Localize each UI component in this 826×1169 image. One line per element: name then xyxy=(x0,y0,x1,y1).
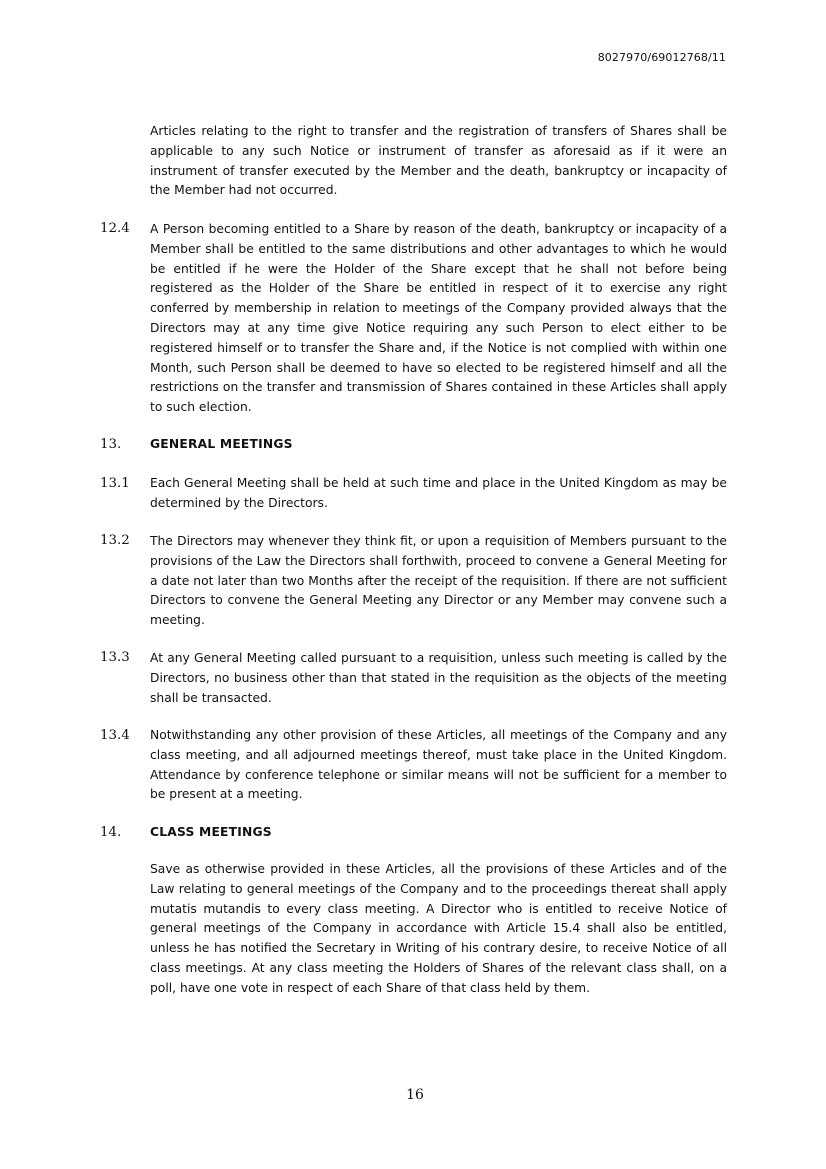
clause-number-12-4: 12.4 xyxy=(100,221,130,236)
clause-number-13-3: 13.3 xyxy=(100,650,130,665)
clause-12-4-text: A Person becoming entitled to a Share by reason of the death, bankruptcy or incapacity of a Member shall be entitled to the same distributions and other advantages to which he would be entitled if he were the Holder of the Share except that he shall not before being registered as the Holder of the Share be entitled in respect of it to exercise any right conferred by membership in relation to meetings of the Company provided always that the Directors may at any time give Notice requiring any such Person to elect either to be registered himself or to transfer the Share and, if the Notice is not complied with within one Month, such Person shall be deemed to have so elected to be registered himself and all the restrictions on the transfer and transmission of Shares contained in these Articles shall apply to such election. xyxy=(150,222,727,415)
clause-number-13-4: 13.4 xyxy=(100,728,130,743)
document-reference: 8027970/69012768/11 xyxy=(597,51,726,64)
section-number-13: 13. xyxy=(100,437,122,452)
clause-13-3-text: At any General Meeting called pursuant to a requisition, unless such meeting is called by the Directors, no business other than that stated in the requisition as the objects of the meeting shall be transacted. xyxy=(150,651,727,705)
page-number: 16 xyxy=(406,1087,424,1103)
clause-13-1-text: Each General Meeting shall be held at such time and place in the United Kingdom as may be determined by the Directors. xyxy=(150,476,727,510)
clause-13-2-text: The Directors may whenever they think fit, or upon a requisition of Members pursuant to the provisions of the Law the Directors shall forthwith, proceed to convene a General Meeting for a date not later than two Months after the receipt of the requisition. If there are not sufficient Directors to convene the General Meeting any Director or any Member may convene such a meeting. xyxy=(150,534,727,628)
clause-14-body-text: Save as otherwise provided in these Articles, all the provisions of these Articles and of the Law relating to general meetings of the Company and to the proceedings thereat shall apply mutatis mutandis to every class meeting. A Director who is entitled to receive Notice of general meetings of the Company in accordance with Article 15.4 shall also be entitled, unless he has notified the Secretary in Writing of his contrary desire, to receive Notice of all class meetings. At any class meeting the Holders of Shares of the relevant class shall, on a poll, have one vote in respect of each Share of that class held by them. xyxy=(150,862,727,995)
clause-13-4-text: Notwithstanding any other provision of these Articles, all meetings of the Company and any class meeting, and all adjourned meetings thereof, must take place in the United Kingdom. Attendance by conference telephone or similar means will not be sufficient for a member to be present at a meeting. xyxy=(150,728,727,802)
section-heading-general-meetings: GENERAL MEETINGS xyxy=(150,437,293,451)
clause-number-13-1: 13.1 xyxy=(100,476,130,491)
section-number-14: 14. xyxy=(100,825,122,840)
continuation-paragraph: Articles relating to the right to transfer and the registration of transfers of Shares shall be applicable to any such Notice or instrument of transfer as aforesaid as if it were an instrument of transfer executed by the Member and the death, bankruptcy or incapacity of the Member had not occurred. xyxy=(150,124,727,198)
section-heading-class-meetings: CLASS MEETINGS xyxy=(150,825,272,839)
clause-number-13-2: 13.2 xyxy=(100,533,130,548)
